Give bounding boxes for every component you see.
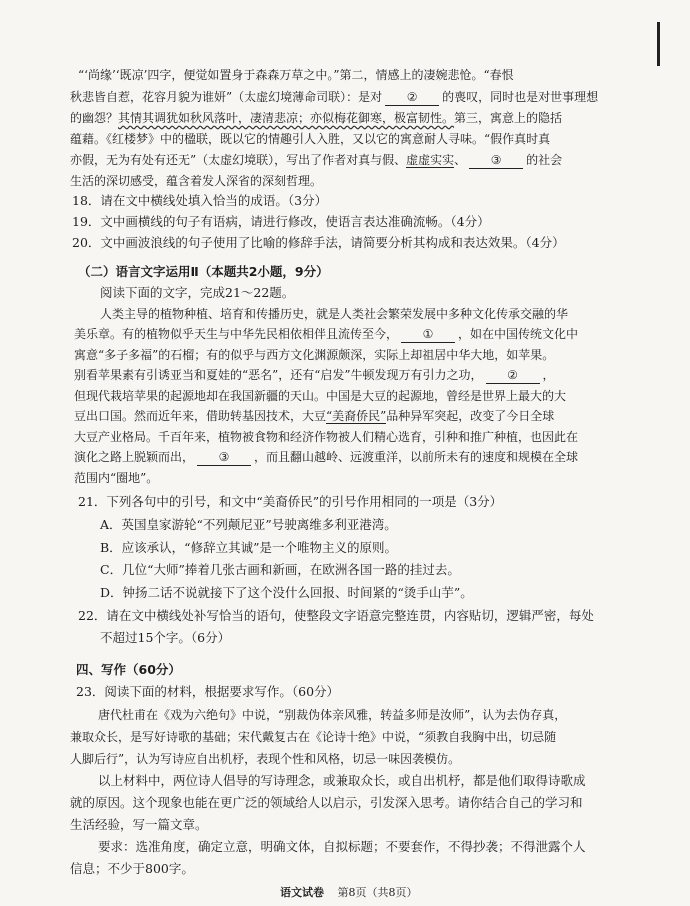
passage-a-line-1: “‘尚缘’‘既凉’四字，便觉如置身于森森万草之中。”第二，情感上的凄婉悲怆。“春恨 [78,68,514,82]
meiyi-qiaomin-underlined: “美裔侨民” [326,409,387,423]
option-d: D．钟扬二话不说就接下了这个没什么回报、时间紧的“烫手山芋”。 [100,585,473,600]
passage-b-line-1: 人类主导的植物种植、培育和传播历史，就是人类社会繁荣发展中多种文化传承交融的华 [100,307,569,321]
passage-b-line-4: 别看苹果素有引诱亚当和夏娃的“恶名”，还有“启发”牛顿发现万有引力之功， ② ， [74,368,555,382]
passage-b-line-3: 寓意“多子多福”的石榴；有的似乎与西方文化渊源颇深，实际上却祖居中华大地，如苹果。 [74,348,555,362]
material-line-1: 唐代杜甫在《戏为六绝句》中说，“别裁伪体亲风雅，转益多师是汝师”，认为去伪存真， [98,708,567,722]
page-footer [280,884,418,900]
footer-subject: 语文试卷 [280,886,324,899]
material-line-5: 就的原因。这个现象也能在更广泛的领域给人以启示，引发深入思考。请你结合自己的学习和 [70,795,583,810]
wavy-sentence: 其情其调犹如秋风落叶，凄清悲凉；亦似梅花御寒，极富韧性。 [118,111,455,125]
material-requirements-line-2: 信息；不少于800字。 [70,861,194,876]
question-18: 18．请在文中横线处填入恰当的成语。（3分） [72,193,328,208]
material-line-4: 以上材料中，两位诗人倡导的写诗理念，或兼取众长，或自出机杼，都是他们取得诗歌成 [98,773,586,788]
passage-a-line-2: 秋悲皆自惹，花容月貌为谁妍”（太虚幻境薄命司联）：是对 ② 的喪叹，同时也是对世事理想 [70,90,599,104]
option-c: C．几位“大师”捧着几张古画和新画，在欧洲各国一路的挂过去。 [100,562,460,577]
option-a: A．英国皇家游轮“不列颠尼亚”号驶离维多利亚港湾。 [100,517,397,532]
passage-b-line-5: 但现代栽培苹果的起源地却在我国新疆的天山。中国是大豆的起源地，曾经是世界上最大的大 [74,389,567,403]
passage-a-line-4: 蕴藉。《红楼梦》中的楹联，既以它的情趣引人入胜，又以它的寓意耐人寻味。“假作真时真 [70,132,551,146]
question-23: 23．阅读下面的材料，根据要求写作。（60分） [76,684,340,699]
material-line-3: 人脚后行”，认为写诗应自出机杼，表现个性和风格，切忌一味因袭模仿。 [70,752,461,766]
section-2-heading: （二）语言文字运用Ⅱ（本题共2小题，9分） [78,264,329,279]
footer-page-number: 第8页（共8页） [337,886,418,899]
question-19: 19．文中画横线的句子有语病，请进行修改，使语言表达准确流畅。（4分） [72,214,490,229]
blank-b1: ① [401,326,455,343]
passage-b-line-6: 豆出口国。然而近年来，借助转基因技术，大豆“美裔侨民”品种异军突起，改变了今日全球 [74,409,555,423]
passage-b-line-8: 演化之路上脱颖而出， ③ ，而且翻山越岭、远渡重洋，以前所未有的速度和规模在全球 [74,450,579,464]
material-line-6: 生活经验，写一篇文章。 [70,817,208,832]
question-22-line-1: 22．请在文中横线处补写恰当的语句，使整段文字语意完整连贯，内容贴切，逻辑严密，每处 [78,608,594,623]
passage-a-line-3: 的幽怨？其情其调犹如秋风落叶，凄清悲凉；亦似梅花御寒，极富韧性。第三，寓意上的隐括 [70,111,563,125]
question-22-line-2: 不超过15个字。（6分） [100,630,231,645]
blank-b2: ② [486,367,540,384]
material-requirements-line-1: 要求：选准角度，确定立意，明确文体，自拟标题；不要套作，不得抄袭；不得泄露个人 [98,839,586,854]
passage-b-line-9: 范围内“圈地”。 [74,471,159,485]
question-21: 21．下列各句中的引号，和文中“美裔侨民”的引号作用相同的一项是（3分） [78,494,503,509]
passage-b-line-2: 美乐章。有的植物似乎天生与中华先民相依相伴且流传至今， ① ，如在中国传统文化中 [74,327,579,341]
passage-b-line-7: 大豆产业格局。千百年来，植物被食物和经济作物被人们精心选育，引种和推广种植，也因此在 [74,430,579,444]
question-20: 20．文中画波浪线的句子使用了比喻的修辞手法，请简要分析其构成和表达效果。（4分） [72,235,565,250]
passage-a-line-5: 亦假，无为有处有还无”（太虚幻境联），写出了作者对真与假、虚虚实实、 ③ 的社会 [70,153,563,167]
passage-a-line-6: 生活的深切感受，蕴含着发人深省的深刻哲理。 [70,174,323,188]
blank-2: ② [385,89,439,106]
option-b: B．应该承认，“修辞立其诚”是一个唯物主义的原则。 [100,540,397,555]
material-line-2: 兼取众长，是写好诗歌的基础；宋代戴复古在《论诗十绝》中说，“须教自我胸中出，切忌随 [70,730,557,744]
blank-3: ③ [469,152,523,169]
section-2-instruction: 阅读下面的文字，完成21～22题。 [100,285,295,300]
section-4-heading: 四、写作（60分） [76,662,181,677]
blank-b3: ③ [197,449,251,466]
page-edge-mark [657,22,660,66]
